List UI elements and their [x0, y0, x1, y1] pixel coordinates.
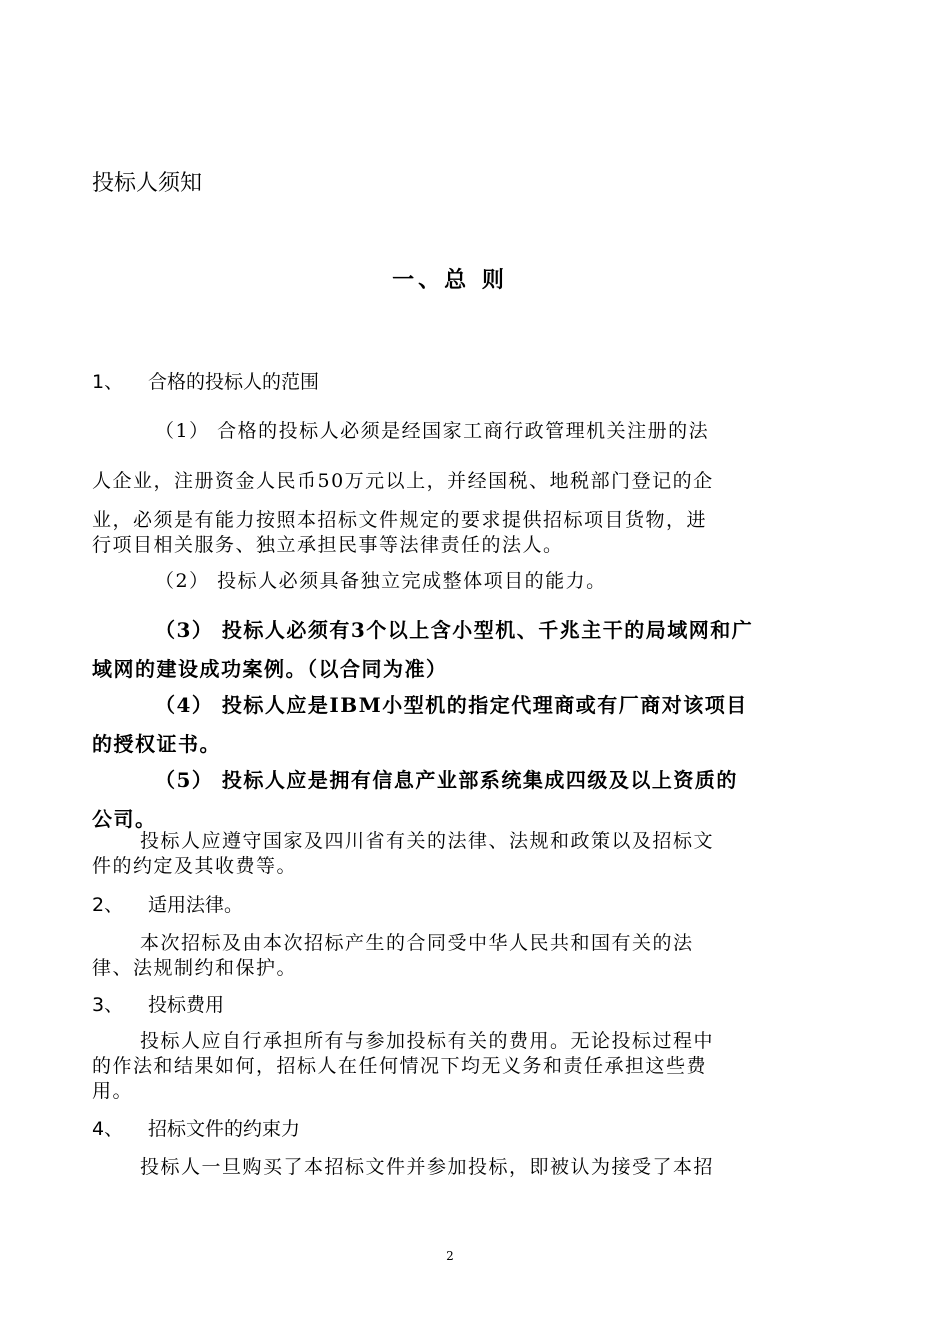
section-number: 4、: [92, 1118, 124, 1140]
section-number: 2、: [92, 894, 124, 916]
section-title: 招标文件的约束力: [148, 1118, 301, 1140]
paragraph-line: 投标人应自行承担所有与参加投标有关的费用。无论投标过程中: [140, 1030, 715, 1052]
bold-requirement-line: 域网的建设成功案例。（以合同为准）: [92, 657, 448, 681]
section-heading-2: [92, 890, 243, 917]
page-number: 2: [446, 1249, 454, 1263]
section-title: 合格的投标人的范围: [148, 371, 320, 393]
paragraph-line: 用。: [92, 1080, 134, 1102]
section-number: 1、: [92, 371, 124, 393]
section-number: 3、: [92, 994, 124, 1016]
bold-requirement-line: （3） 投标人必须有3个以上含小型机、千兆主干的局域网和广: [155, 618, 754, 642]
paragraph-line: 投标人应遵守国家及四川省有关的法律、法规和政策以及招标文: [140, 830, 715, 852]
paragraph-line: 人企业，注册资金人民币50万元以上，并经国税、地税部门登记的企: [92, 470, 714, 492]
paragraph-line: 业，必须是有能力按照本招标文件规定的要求提供招标项目货物，进: [92, 509, 708, 531]
paragraph-line: 投标人一旦购买了本招标文件并参加投标，即被认为接受了本招: [140, 1156, 715, 1178]
paragraph-line: 行项目相关服务、独立承担民事等法律责任的法人。: [92, 534, 564, 556]
section-heading-3: [92, 990, 224, 1017]
paragraph-line: （2） 投标人必须具备独立完成整体项目的能力。: [155, 570, 607, 592]
doc-title: 投标人须知: [92, 171, 203, 196]
section-heading-4: [92, 1114, 300, 1141]
paragraph-line: 律、法规制约和保护。: [92, 957, 298, 979]
bold-requirement-line: （4） 投标人应是IBM小型机的指定代理商或有厂商对该项目: [155, 693, 748, 717]
section-title: 投标费用: [148, 994, 225, 1016]
paragraph-line: 件的约定及其收费等。: [92, 855, 298, 877]
bold-requirement-line: 公司。: [92, 807, 157, 831]
section-title: 适用法律。: [148, 894, 244, 916]
paragraph-line: （1） 合格的投标人必须是经国家工商行政管理机关注册的法: [155, 420, 710, 442]
paragraph-line: 的作法和结果如何，招标人在任何情况下均无义务和责任承担这些费: [92, 1055, 708, 1077]
section-heading-1: [92, 367, 319, 394]
paragraph-line: 本次招标及由本次招标产生的合同受中华人民共和国有关的法: [140, 932, 694, 954]
bold-requirement-line: （5） 投标人应是拥有信息产业部系统集成四级及以上资质的: [155, 768, 738, 792]
bold-requirement-line: 的授权证书。: [92, 732, 221, 756]
chapter-title: 一、总 则: [392, 268, 508, 293]
